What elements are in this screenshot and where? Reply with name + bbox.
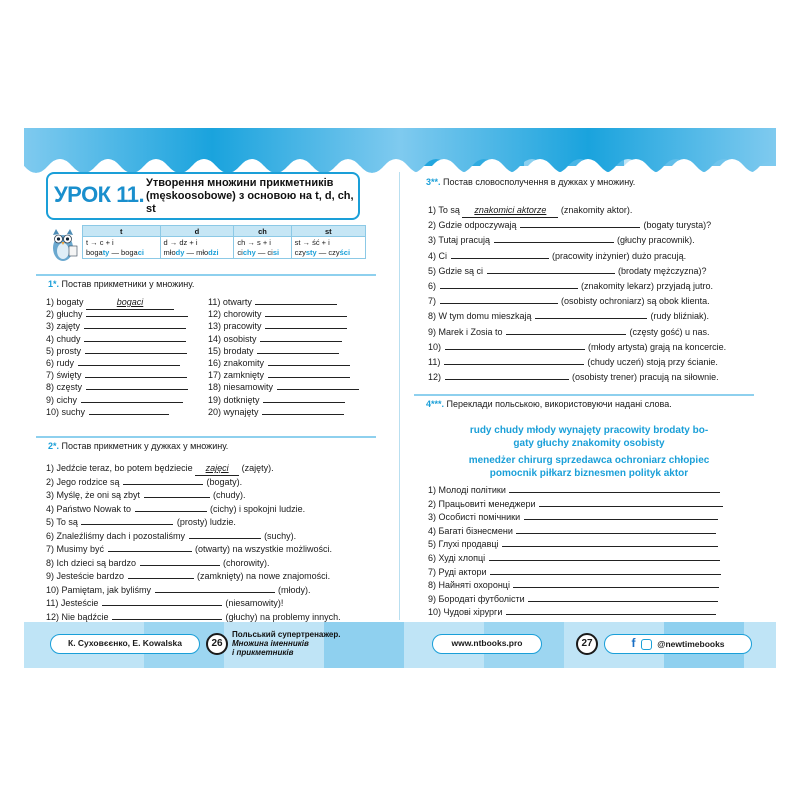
sentence-start: 10) xyxy=(428,341,444,352)
sentence-start: 4) Ci xyxy=(428,250,450,261)
answer-blank[interactable] xyxy=(255,296,337,305)
exercise-1-item xyxy=(208,357,351,370)
exercise-3-item xyxy=(428,295,710,308)
answer-blank[interactable] xyxy=(528,593,718,602)
right-page xyxy=(424,172,754,618)
sentence-start: 8) W tym domu mieszkają xyxy=(428,311,535,322)
item-word: 8) częsty xyxy=(46,382,85,393)
sentence-end: (osobisty ochroniarz) są obok klienta. xyxy=(558,296,710,307)
book-title: Польський супертренажер. Множина іменників і прикметників xyxy=(232,630,341,657)
sentence-start: 4) Państwo Nowak to xyxy=(46,503,134,514)
item-word: 10) suchy xyxy=(46,406,88,417)
sentence-end: (osobisty trener) pracują na siłownie. xyxy=(569,372,719,383)
answer-blank[interactable] xyxy=(112,611,222,620)
exercise-2-item xyxy=(46,543,332,556)
sentence-start: 1) To są xyxy=(428,205,463,215)
sentence-end: (suchy). xyxy=(261,530,297,541)
answer-blank[interactable] xyxy=(535,310,647,319)
answer-blank[interactable] xyxy=(85,345,187,354)
answer-blank[interactable] xyxy=(257,345,339,354)
sentence-start: 12) Nie bądźcie xyxy=(46,611,112,622)
lesson-number: УРОК 11. xyxy=(54,182,145,207)
item-phrase: 6) Худі хлопці xyxy=(428,553,488,563)
exercise-4-item xyxy=(428,525,717,538)
answer-blank[interactable] xyxy=(494,234,614,243)
exercise-2-item xyxy=(46,516,236,529)
exercise-3-item xyxy=(428,326,710,339)
rule-st: st → ść + i xyxy=(291,237,365,248)
answer-blank[interactable] xyxy=(440,280,578,289)
exercise-4-heading: 4***. Переклади польською, використовуючи надані слова. xyxy=(414,394,754,410)
exercise-1-item xyxy=(46,406,170,419)
item-word: 11) otwarty xyxy=(208,297,255,307)
item-word: 7) święty xyxy=(46,370,85,381)
sentence-end: (brodaty mężczyzna)? xyxy=(615,265,707,276)
item-phrase: 1) Молоді політики xyxy=(428,485,509,495)
exercise-1-item xyxy=(208,381,360,394)
social-links[interactable]: f @newtimebooks xyxy=(604,634,752,654)
exercise-2-item xyxy=(46,584,311,597)
exercise-3-item xyxy=(428,280,713,293)
item-word: 17) zamknięty xyxy=(208,370,267,381)
exercise-3-item xyxy=(428,371,719,384)
answer-blank[interactable] xyxy=(440,295,558,304)
answer-blank[interactable] xyxy=(490,566,721,575)
exercise-4-item xyxy=(428,552,721,565)
answer-blank[interactable] xyxy=(444,356,584,365)
exercise-4-item xyxy=(428,498,724,511)
exercise-2-item xyxy=(46,489,246,502)
exercise-1-item xyxy=(208,308,348,321)
exercise-2-item xyxy=(46,611,341,624)
answer-blank[interactable] xyxy=(265,308,347,317)
authors-label: К. Суховєєнко, Е. Kowalska xyxy=(50,634,200,654)
rule-header-ch: ch xyxy=(234,226,291,237)
answer-blank[interactable] xyxy=(86,381,188,390)
item-phrase: 10) Чудові хірурги xyxy=(428,607,505,618)
exercise-4-item xyxy=(428,538,719,551)
answer-blank[interactable] xyxy=(84,320,186,329)
sentence-end: (głuchy) na problemy innych. xyxy=(223,611,341,622)
sentence-end: (młody artysta) grają na koncercie. xyxy=(585,341,727,352)
exercise-4-item xyxy=(428,593,719,606)
item-word: 1) bogaty xyxy=(46,297,87,307)
sentence-start: 1) Jedźcie teraz, bo potem będziecie xyxy=(46,463,196,473)
left-footer xyxy=(46,627,376,663)
item-phrase: 7) Руді актори xyxy=(428,566,490,577)
item-word: 2) głuchy xyxy=(46,309,86,320)
rule-example-t: bogaty — bogaci xyxy=(83,248,161,259)
item-word: 12) chorowity xyxy=(208,309,265,320)
sentence-start: 3) Tutaj pracują xyxy=(428,235,493,246)
answer-blank[interactable] xyxy=(128,570,194,579)
rules-area xyxy=(46,224,372,266)
page-number-left: 26 xyxy=(206,633,228,655)
item-word: 14) osobisty xyxy=(208,333,260,344)
exercise-1-item xyxy=(46,320,187,333)
answer-blank[interactable] xyxy=(84,333,186,342)
answer-blank[interactable] xyxy=(268,357,350,366)
example-answer: znakomici aktorze xyxy=(462,204,558,218)
exercise-4-item xyxy=(428,484,721,497)
sentence-end: (częsty gość) u nas. xyxy=(627,326,710,337)
exercise-2-item xyxy=(46,557,270,570)
sentence-end: (młody). xyxy=(275,584,311,595)
rule-d: d → dz + i xyxy=(160,237,234,248)
exercise-2-item xyxy=(46,476,242,489)
exercise-3-item xyxy=(428,234,695,247)
answer-blank[interactable] xyxy=(506,326,626,335)
item-word: 18) niesamowity xyxy=(208,382,276,393)
answer-blank[interactable] xyxy=(524,511,719,520)
sentence-start: 5) To są xyxy=(46,517,81,527)
exercise-3-item xyxy=(428,265,707,278)
sentence-start: 6) Znaleźliśmy dach i pozostaliśmy xyxy=(46,530,188,541)
exercise-1-item xyxy=(208,345,340,358)
item-word: 5) prosty xyxy=(46,345,84,356)
exercise-4-item xyxy=(428,511,719,524)
example-answer: bogaci xyxy=(86,296,174,310)
sentence-end: (prosty) ludzie. xyxy=(174,517,236,527)
sentence-start: 8) Ich dzieci są bardzo xyxy=(46,557,139,568)
exercise-1-item xyxy=(208,394,346,407)
answer-blank[interactable] xyxy=(520,219,640,228)
exercise-4-item xyxy=(428,566,722,579)
answer-blank[interactable] xyxy=(85,369,187,378)
sentence-end: (pracowity inżynier) dużo pracują. xyxy=(549,250,687,261)
word-bank-adjectives: rudy chudy młody wynajęty pracowity brodaty bo- gaty głuchy znakomity osobisty xyxy=(469,425,709,449)
answer-blank[interactable] xyxy=(78,357,180,366)
answer-blank[interactable] xyxy=(155,584,275,593)
answer-blank[interactable] xyxy=(140,557,220,566)
exercise-2-heading: 2*. Постав прикметник у дужках у множину. xyxy=(36,436,376,452)
sentence-end: (bogaty). xyxy=(204,476,243,487)
exercise-1-item xyxy=(208,369,351,382)
exercise-3-item xyxy=(428,341,726,354)
exercise-2-item xyxy=(46,597,283,610)
answer-blank[interactable] xyxy=(89,406,169,415)
page-divider xyxy=(399,172,400,620)
sentence-end: (rudy bliźniak). xyxy=(648,311,710,322)
exercise-1-item xyxy=(46,308,189,321)
sentence-end: (chorowity). xyxy=(220,557,270,568)
exercise-2-item xyxy=(46,462,274,475)
answer-blank[interactable] xyxy=(451,250,549,259)
item-word: 9) cichy xyxy=(46,394,80,405)
answer-blank[interactable] xyxy=(135,503,207,512)
sentence-end: (otwarty) na wszystkie możliwości. xyxy=(192,544,333,554)
item-phrase: 3) Особисті помічники xyxy=(428,512,523,523)
rule-example-st: czysty — czyści xyxy=(291,248,365,259)
answer-blank[interactable] xyxy=(81,516,173,525)
sentence-start: 7) Musimy być xyxy=(46,544,107,554)
item-word: 19) dotknięty xyxy=(208,394,263,405)
exercise-1-item xyxy=(46,381,189,394)
answer-blank[interactable] xyxy=(445,371,569,380)
answer-blank[interactable] xyxy=(489,552,720,561)
exercise-1-item xyxy=(46,369,188,382)
exercise-1-item xyxy=(208,333,343,346)
exercise-1-item xyxy=(46,345,188,358)
rule-example-ch: cichy — cisi xyxy=(234,248,291,259)
sentence-start: 3) Myślę, że oni są zbyt xyxy=(46,490,143,500)
sentence-start: 10) Pamiętam, jak byliśmy xyxy=(46,584,154,595)
answer-blank[interactable] xyxy=(513,579,718,588)
answer-blank[interactable] xyxy=(502,538,718,547)
answer-blank[interactable] xyxy=(277,381,359,390)
answer-blank[interactable] xyxy=(263,394,345,403)
item-word: 20) wynajęty xyxy=(208,406,262,417)
exercise-1-item xyxy=(46,394,184,407)
exercise-2-item xyxy=(46,570,330,583)
item-phrase: 2) Працьовиті менеджери xyxy=(428,498,539,509)
sentence-end: (zamknięty) na nowe znajomości. xyxy=(194,571,331,581)
sentence-start: 5) Gdzie są ci xyxy=(428,265,486,276)
sentence-end: (głuchy pracownik). xyxy=(614,235,695,246)
item-phrase: 4) Багаті бізнесмени xyxy=(428,525,516,536)
item-word: 13) pracowity xyxy=(208,321,265,332)
lesson-title-box xyxy=(46,172,360,220)
facebook-icon[interactable]: f xyxy=(631,636,636,650)
rule-example-d: młody — młodzi xyxy=(160,248,234,259)
exercise-3-heading: 3**. Постав словосполучення в дужках у множину. xyxy=(426,177,636,187)
exercise-2-item xyxy=(46,530,296,543)
owl-mascot-icon xyxy=(48,224,78,264)
item-phrase: 5) Глухі продавці xyxy=(428,539,502,550)
sentence-start: 11) Jesteście xyxy=(46,598,101,608)
left-page xyxy=(46,172,376,622)
item-word: 15) brodaty xyxy=(208,345,257,356)
sentence-end: (bogaty turysta)? xyxy=(641,220,712,231)
answer-blank[interactable] xyxy=(102,597,222,606)
sentence-end: (cichy) i spokojni ludzie. xyxy=(207,503,306,514)
item-phrase: 8) Найняті охоронці xyxy=(428,580,513,591)
rule-t: t → c + i xyxy=(83,237,161,248)
example-answer: zajęci xyxy=(195,462,239,476)
sentence-end: (znakomity lekarz) przyjadą jutro. xyxy=(578,281,714,291)
sentence-end: (zajęty). xyxy=(239,463,274,473)
exercise-1-item xyxy=(208,320,348,333)
answer-blank[interactable] xyxy=(445,341,585,350)
exercise-1-item xyxy=(208,406,345,419)
answer-blank[interactable] xyxy=(506,606,716,615)
rule-header-st: st xyxy=(291,226,365,237)
exercise-1-item xyxy=(208,296,338,309)
sentence-start: 11) xyxy=(428,357,443,367)
rule-header-d: d xyxy=(160,226,234,237)
answer-blank[interactable] xyxy=(539,498,723,507)
rules-table xyxy=(82,225,366,259)
exercise-1-item xyxy=(46,357,181,370)
exercise-3-item xyxy=(428,250,686,263)
sentence-end: (znakomity aktor). xyxy=(558,205,633,215)
item-word: 4) chudy xyxy=(46,333,84,344)
exercise-3-item xyxy=(428,219,711,232)
sentence-end: (chudy). xyxy=(210,490,246,500)
exercise-4-item xyxy=(428,579,720,592)
answer-blank[interactable] xyxy=(509,484,719,493)
item-phrase: 9) Бородаті футболісти xyxy=(428,593,528,604)
sentence-start: 2) Jego rodzice są xyxy=(46,476,123,487)
sentence-start: 9) Marek i Zosia to xyxy=(428,326,506,337)
exercise-4-item xyxy=(428,606,717,619)
answer-blank[interactable] xyxy=(260,333,342,342)
answer-blank[interactable] xyxy=(86,308,188,317)
exercise-3-item xyxy=(428,310,709,323)
rule-header-t: t xyxy=(83,226,161,237)
page-number-right: 27 xyxy=(576,633,598,655)
sentence-start: 7) xyxy=(428,296,439,307)
exercise-2-item xyxy=(46,503,305,516)
item-word: 16) znakomity xyxy=(208,358,267,368)
exercise-1-item xyxy=(46,333,187,346)
answer-blank[interactable] xyxy=(487,265,615,274)
sentence-end: (chudy uczeń) stoją przy ścianie. xyxy=(584,357,718,367)
answer-blank[interactable] xyxy=(265,320,347,329)
sentence-start: 2) Gdzie odpoczywają xyxy=(428,220,520,231)
rule-ch: ch → s + i xyxy=(234,237,291,248)
answer-blank[interactable] xyxy=(516,525,716,534)
answer-blank[interactable] xyxy=(262,406,344,415)
instagram-icon[interactable] xyxy=(641,639,652,650)
sentence-start: 6) xyxy=(428,281,439,291)
website-link[interactable]: www.ntbooks.pro xyxy=(432,634,542,654)
answer-blank[interactable] xyxy=(108,543,192,552)
word-bank-nouns: menedżer chirurg sprzedawca ochroniarz chłopiec pomocnik piłkarz biznesmen polityk aktor xyxy=(468,455,710,479)
answer-blank[interactable] xyxy=(81,394,183,403)
lesson-title: Утворення множини прикметників (męskoosobowe) з основою на t, d, ch, st xyxy=(146,177,354,215)
exercise-1-heading: 1*. Постав прикметники у множину. xyxy=(36,274,376,290)
right-footer xyxy=(424,627,754,663)
answer-blank[interactable] xyxy=(123,476,203,485)
answer-blank[interactable] xyxy=(268,369,350,378)
item-word: 3) zajęty xyxy=(46,321,83,332)
answer-blank[interactable] xyxy=(189,530,261,539)
item-word: 6) rudy xyxy=(46,358,77,368)
exercise-3-item xyxy=(428,356,718,369)
sentence-start: 9) Jesteście bardzo xyxy=(46,571,127,581)
exercise-3-item xyxy=(428,204,632,217)
sentence-end: (niesamowity)! xyxy=(222,598,284,608)
exercise-1-item xyxy=(46,296,174,309)
sentence-start: 12) xyxy=(428,372,444,383)
answer-blank[interactable] xyxy=(144,489,210,498)
